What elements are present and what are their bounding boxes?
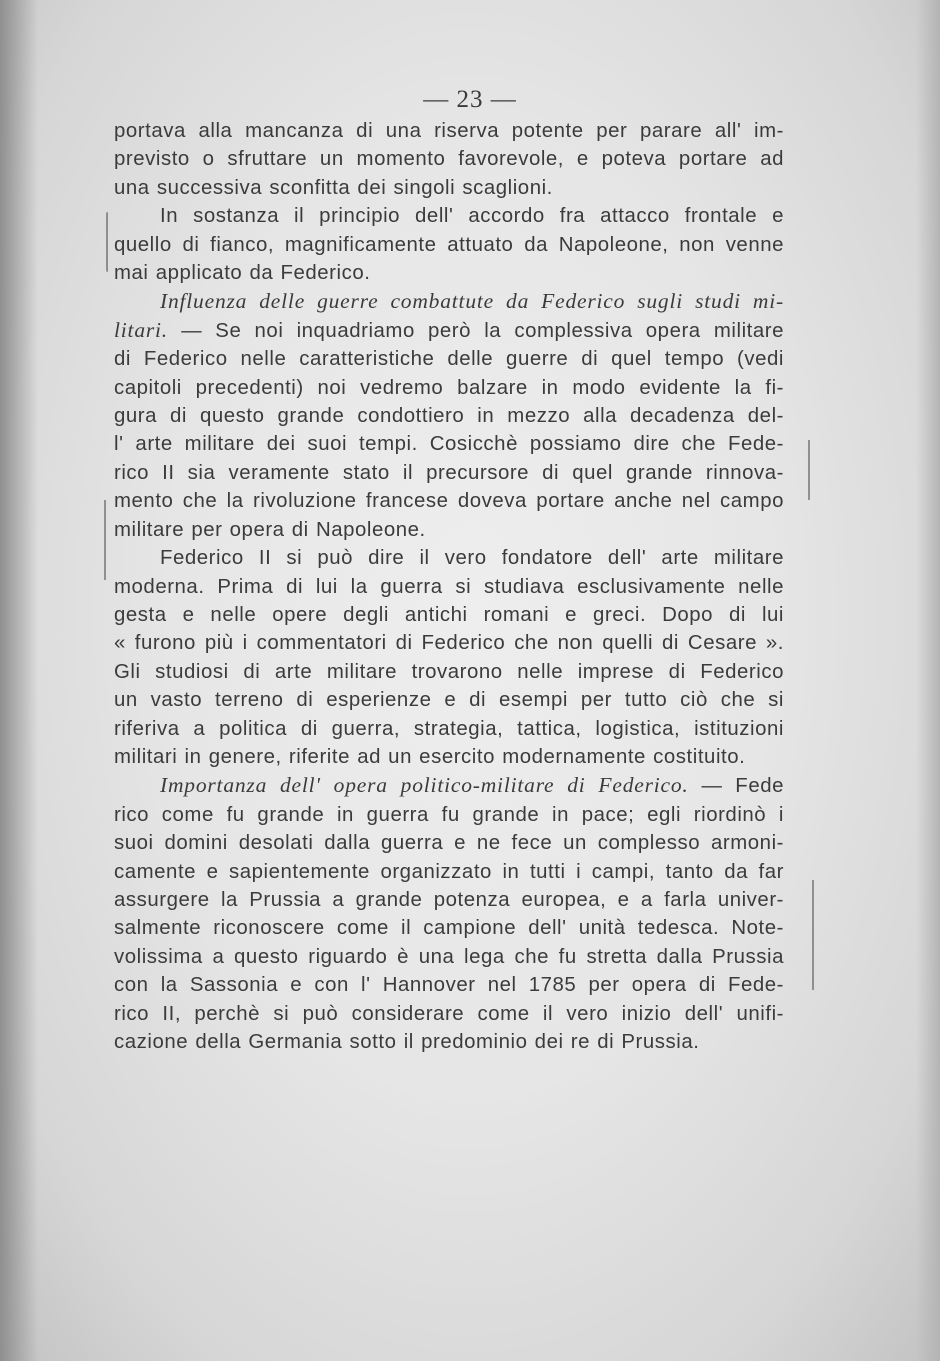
- body-text: [114, 117, 784, 1056]
- text-line: gesta e nelle opere degli antichi romani e greci. Dopo di lui: [114, 603, 784, 626]
- text-line: Federico II si può dire il vero fondatore dell' arte militare: [160, 547, 784, 570]
- text-line: rico II, perchè si può considerare come il vero inizio dell' unifi-: [114, 1002, 784, 1025]
- text-line: un vasto terreno di esperienze e di esempi per tutto ciò che si: [114, 689, 784, 712]
- text-line: mento che la rivoluzione francese doveva portare anche nel campo: [114, 490, 784, 513]
- text-line: [114, 771, 784, 800]
- text-line: capitoli precedenti) noi vedremo balzare in modo evidente la fi-: [114, 376, 784, 399]
- text-line: militare per opera di Napoleone.: [114, 518, 426, 541]
- text-line: In sostanza il principio dell' accordo fra attacco frontale e: [160, 205, 784, 228]
- text-line: una successiva sconfitta dei singoli scaglioni.: [114, 176, 553, 199]
- text-line: militari in genere, riferite ad un esercito modernamente costituito.: [114, 745, 746, 768]
- text-line: rico II sia veramente stato il precursore di quel grande rinnova-: [114, 461, 784, 484]
- text-line-rest: — Fede: [701, 775, 784, 798]
- margin-mark: [812, 880, 814, 990]
- section-heading: Influenza delle guerre combattute da Federico sugli studi mi-: [160, 289, 784, 314]
- text-line: assurgere la Prussia a grande potenza europea, e a farla univer-: [114, 888, 784, 911]
- section-heading: Importanza dell' opera politico-militare di Federico.: [160, 773, 689, 798]
- text-line: rico come fu grande in guerra fu grande in pace; egli riordinò i: [114, 803, 784, 826]
- margin-mark: [104, 500, 106, 580]
- margin-mark: [106, 212, 108, 272]
- text-line: salmente riconoscere come il campione dell' unità tedesca. Note-: [114, 917, 784, 940]
- text-line: volissima a questo riguardo è una lega che fu stretta dalla Prussia: [114, 945, 784, 968]
- text-line: l' arte militare dei suoi tempi. Cosicchè possiamo dire che Fede-: [114, 433, 784, 456]
- text-line: « furono più i commentatori di Federico che non quelli di Cesare ».: [114, 632, 784, 655]
- text-line: mai applicato da Federico.: [114, 262, 371, 285]
- text-line: quello di fianco, magnificamente attuato da Napoleone, non venne: [114, 233, 784, 256]
- text-line: camente e sapientemente organizzato in tutti i campi, tanto da far: [114, 860, 784, 883]
- text-line: di Federico nelle caratteristiche delle guerre di quel tempo (vedi: [114, 348, 784, 371]
- text-line-rest: — Se noi inquadriamo però la complessiva opera militare: [181, 319, 784, 342]
- text-line: moderna. Prima di lui la guerra si studiava esclusivamente nelle: [114, 575, 784, 598]
- text-line: riferiva a politica di guerra, strategia, tattica, logistica, istituzioni: [114, 717, 784, 740]
- text-line: previsto o sfruttare un momento favorevole, e poteva portare ad: [114, 148, 784, 171]
- page-number: — 23 —: [423, 86, 517, 113]
- text-line: cazione della Germania sotto il predominio dei re di Prussia.: [114, 1031, 700, 1053]
- text-line: portava alla mancanza di una riserva potente per parare all' im-: [114, 120, 784, 142]
- text-line: suoi domini desolati dalla guerra e ne fece un complesso armoni-: [114, 832, 784, 855]
- text-line: Gli studiosi di arte militare trovarono nelle imprese di Federico: [114, 660, 784, 683]
- text-line: [114, 316, 784, 345]
- section-heading-end: litari.: [114, 317, 168, 342]
- text-line: con la Sassonia e con l' Hannover nel 1785 per opera di Fede-: [114, 974, 784, 997]
- margin-mark: [808, 440, 810, 500]
- text-line: gura di questo grande condottiero in mezzo alla decadenza del-: [114, 405, 784, 428]
